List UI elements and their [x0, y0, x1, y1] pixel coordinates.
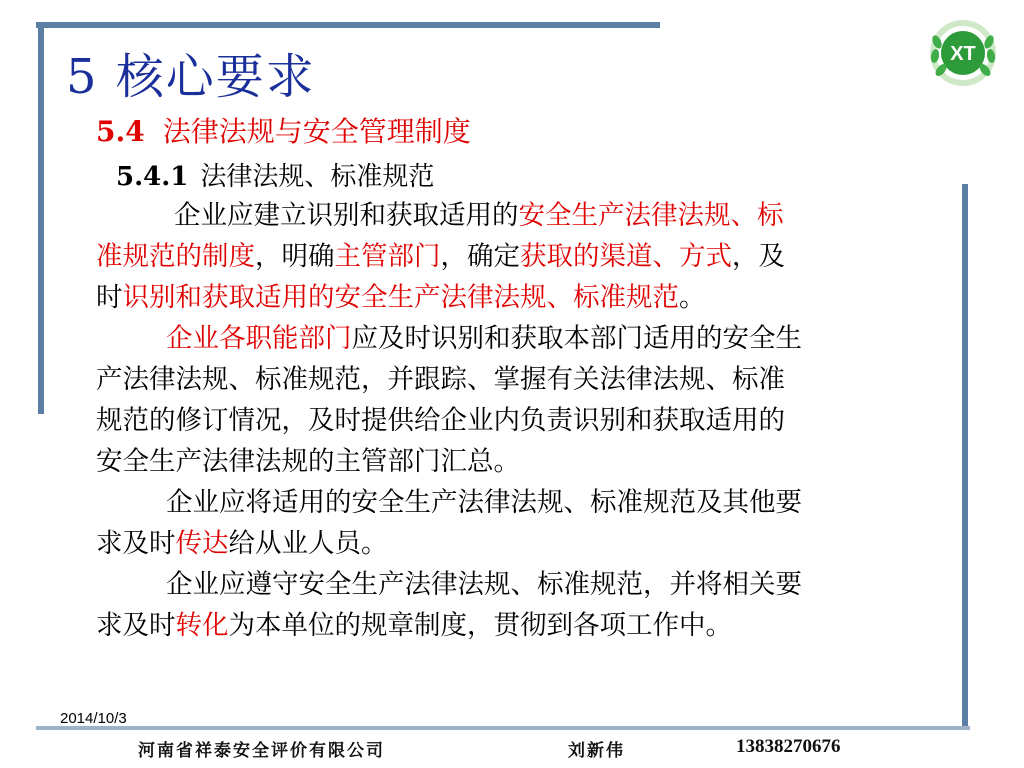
xt-wreath-logo-icon	[928, 20, 998, 86]
footer-company: 河南省祥泰安全评价有限公司	[138, 741, 385, 761]
paragraph-2-line-3: 规范的修订情况，及时提供给企业内负责识别和获取适用的	[96, 405, 785, 436]
text-run: 。	[679, 282, 706, 313]
text-run: 给从业人员。	[228, 528, 388, 559]
text-run: 企业应建立识别和获取适用的	[174, 200, 519, 231]
text-run: 应及时识别和获取本部门适用的安全生	[351, 323, 802, 354]
frame-left-bar	[38, 22, 44, 414]
paragraph-1-line-3	[96, 277, 988, 318]
text-run: 为本单位的规章制度，贯彻到各项工作中。	[228, 610, 732, 641]
footer-person: 刘新伟	[568, 741, 625, 761]
text-run: 时	[96, 282, 123, 313]
text-run: 求及时	[96, 528, 176, 559]
section-number: 5.4	[96, 115, 145, 148]
slide-title: 5 核心要求	[66, 49, 316, 105]
paragraph-4-line-2	[96, 605, 988, 646]
frame-top-bar	[36, 22, 660, 28]
highlight-text: 准规范的制度	[96, 241, 255, 272]
highlight-text: 转化	[175, 610, 229, 641]
paragraph-3-line-1: 企业应将适用的安全生产法律法规、标准规范及其他要	[166, 487, 802, 518]
highlight-text: 获取的渠道、方式	[520, 241, 732, 272]
slide-body	[96, 195, 988, 646]
text-run: ，确定	[440, 241, 520, 272]
subsection-title: 法律法规、标准规范	[200, 162, 435, 192]
highlight-text: 识别和获取适用的安全生产法律法规、标准规范	[122, 282, 679, 313]
text-run: 求及时	[96, 610, 176, 641]
svg-text:XT: XT	[950, 43, 976, 65]
paragraph-2-line-4: 安全生产法律法规的主管部门汇总。	[96, 446, 520, 477]
paragraph-2-line-2: 产法律法规、标准规范，并跟踪、掌握有关法律法规、标准	[96, 364, 785, 395]
frame-bottom-bar	[36, 726, 970, 730]
footer-phone: 13838270676	[736, 736, 841, 757]
text-run: ，及	[732, 241, 785, 272]
highlight-text: 安全生产法律法规、标	[518, 200, 784, 231]
subsection-heading	[116, 156, 434, 193]
paragraph-1-line-2	[96, 236, 988, 277]
paragraph-1-line-1	[96, 195, 988, 236]
text-run: ，明确	[255, 241, 335, 272]
section-title: 法律法规与安全管理制度	[162, 115, 471, 148]
paragraph-3-line-2	[96, 523, 988, 564]
subsection-number: 5.4.1	[116, 162, 189, 192]
highlight-text: 传达	[175, 528, 229, 559]
section-heading	[96, 110, 471, 150]
paragraph-2-line-1	[96, 318, 988, 359]
highlight-text: 企业各职能部门	[166, 323, 352, 354]
paragraph-4-line-1: 企业应遵守安全生产法律法规、标准规范，并将相关要	[166, 569, 802, 600]
highlight-text: 主管部门	[334, 241, 441, 272]
slide-date: 2014/10/3	[60, 710, 127, 727]
